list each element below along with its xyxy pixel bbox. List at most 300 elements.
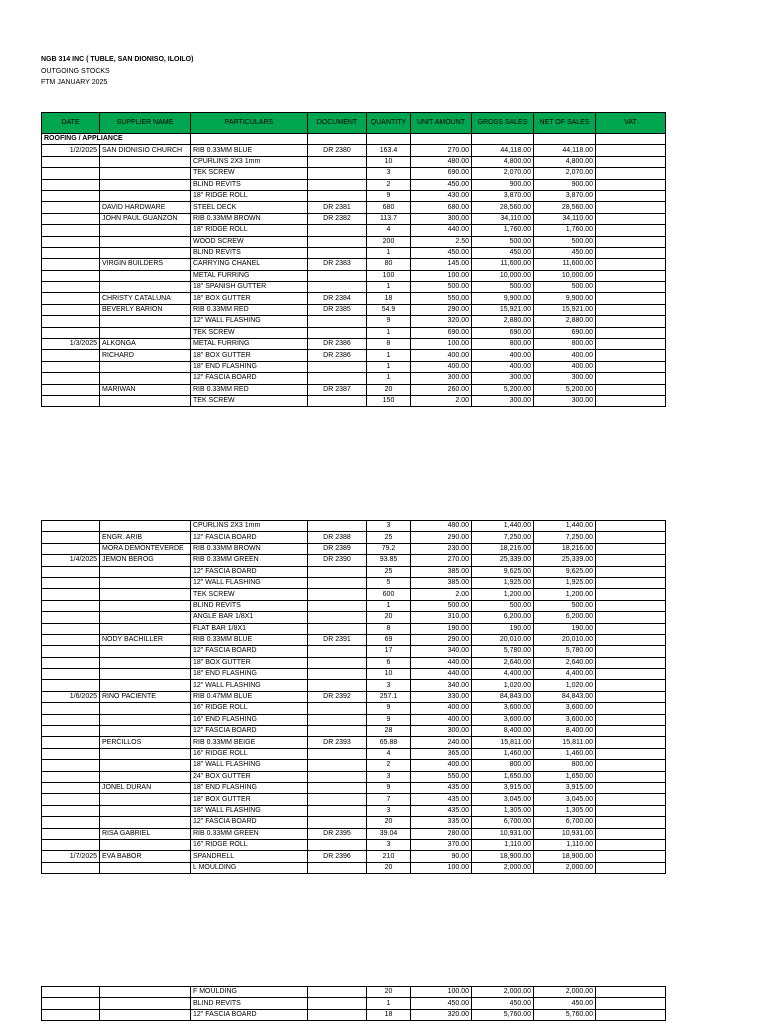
- cell-supplier-name: [100, 179, 191, 190]
- cell-particulars: 18" BOX GUTTER: [191, 657, 308, 668]
- cell-date: [42, 156, 100, 167]
- cell-net-of-sales: 18,900.00: [534, 851, 596, 862]
- cell-vat: [596, 543, 666, 554]
- cell-supplier-name: RINO PACIENTE: [100, 691, 191, 702]
- cell-document: [308, 179, 367, 190]
- table-row: [42, 828, 666, 839]
- cell-gross-sales: 2,000.00: [472, 987, 534, 998]
- cell-net-of-sales: 3,915.00: [534, 782, 596, 793]
- cell-vat: [596, 282, 666, 293]
- cell-unit-amount: 330.00: [411, 691, 472, 702]
- cell-date: 1/2/2025: [42, 145, 100, 156]
- cell-particulars: TEK SCREW: [191, 168, 308, 179]
- cell-date: [42, 714, 100, 725]
- cell-vat: [596, 395, 666, 406]
- cell-particulars: 16" RIDGE ROLL: [191, 703, 308, 714]
- table-row: [42, 998, 666, 1009]
- cell-particulars: 12" FASCIA BOARD: [191, 726, 308, 737]
- cell-date: [42, 817, 100, 828]
- cell-vat: [596, 304, 666, 315]
- cell-net-of-sales: 690.00: [534, 327, 596, 338]
- table-row: [42, 600, 666, 611]
- cell-document: [308, 760, 367, 771]
- cell-particulars: 18" END FLASHING: [191, 669, 308, 680]
- cell-net-of-sales: 2,070.00: [534, 168, 596, 179]
- cell-document: DR 2382: [308, 213, 367, 224]
- cell-particulars: RIB 0.33MM RED: [191, 304, 308, 315]
- cell-date: [42, 726, 100, 737]
- cell-supplier-name: RISA GABRIEL: [100, 828, 191, 839]
- cell-supplier-name: [100, 987, 191, 998]
- cell-particulars: METAL FURRING: [191, 270, 308, 281]
- cell-date: 1/4/2025: [42, 555, 100, 566]
- cell-net-of-sales: 20,010.00: [534, 634, 596, 645]
- column-header-row: [42, 113, 666, 134]
- cell-document: [308, 282, 367, 293]
- cell-supplier-name: [100, 669, 191, 680]
- cell-unit-amount: 400.00: [411, 703, 472, 714]
- cell-date: [42, 304, 100, 315]
- cell-gross-sales: 10,000.00: [472, 270, 534, 281]
- cell-supplier-name: JEMON BEROG: [100, 555, 191, 566]
- report-title: OUTGOING STOCKS: [41, 68, 110, 75]
- table-row: [42, 168, 666, 179]
- cell-unit-amount: 440.00: [411, 669, 472, 680]
- table-row: [42, 179, 666, 190]
- cell-particulars: WOOD SCREW: [191, 236, 308, 247]
- table-row: [42, 771, 666, 782]
- cell-particulars: 18" BOX GUTTER: [191, 350, 308, 361]
- cell-gross-sales: 3,600.00: [472, 703, 534, 714]
- cell-quantity: 210: [367, 851, 411, 862]
- cell-gross-sales: 20,010.00: [472, 634, 534, 645]
- cell-unit-amount: 2.00: [411, 589, 472, 600]
- cell-supplier-name: JONEL DURAN: [100, 782, 191, 793]
- cell-document: [308, 714, 367, 725]
- cell-quantity: 9: [367, 190, 411, 201]
- cell-document: [308, 225, 367, 236]
- cell-quantity: 3: [367, 521, 411, 532]
- cell-supplier-name: ALKONGA: [100, 339, 191, 350]
- cell-unit-amount: 435.00: [411, 782, 472, 793]
- cell-net-of-sales: 6,700.00: [534, 817, 596, 828]
- table-row: [42, 566, 666, 577]
- cell-particulars: RIB 0.33MM BLUE: [191, 634, 308, 645]
- cell-unit-amount: 100.00: [411, 862, 472, 873]
- cell-document: [308, 782, 367, 793]
- cell-vat: [596, 623, 666, 634]
- cell-quantity: 65.88: [367, 737, 411, 748]
- cell-gross-sales: 1,200.00: [472, 589, 534, 600]
- cell-unit-amount: 90.00: [411, 851, 472, 862]
- cell-supplier-name: MORA DEMONTEVERDE: [100, 543, 191, 554]
- cell-unit-amount: 260.00: [411, 384, 472, 395]
- cell-document: DR 2381: [308, 202, 367, 213]
- cell-unit-amount: 145.00: [411, 259, 472, 270]
- cell-net-of-sales: 2,880.00: [534, 316, 596, 327]
- table-row: [42, 145, 666, 156]
- cell-vat: [596, 179, 666, 190]
- cell-unit-amount: 100.00: [411, 339, 472, 350]
- cell-particulars: CPURLINS 2X3 1mm: [191, 521, 308, 532]
- cell-document: [308, 577, 367, 588]
- cell-particulars: BLIND REVITS: [191, 247, 308, 258]
- cell-unit-amount: 450.00: [411, 998, 472, 1009]
- cell-unit-amount: 320.00: [411, 316, 472, 327]
- cell-net-of-sales: 1,925.00: [534, 577, 596, 588]
- cell-particulars: 16" RIDGE ROLL: [191, 839, 308, 850]
- cell-supplier-name: ENGR. ARIB: [100, 532, 191, 543]
- cell-quantity: 3: [367, 839, 411, 850]
- cell-unit-amount: 680.00: [411, 202, 472, 213]
- cell-unit-amount: 335.00: [411, 817, 472, 828]
- cell-date: [42, 327, 100, 338]
- cell-gross-sales: 2,000.00: [472, 862, 534, 873]
- cell-quantity: 6: [367, 657, 411, 668]
- cell-quantity: 3: [367, 805, 411, 816]
- cell-vat: [596, 691, 666, 702]
- cell-supplier-name: [100, 236, 191, 247]
- column-header-quantity: QUANTITY: [367, 113, 411, 134]
- cell-net-of-sales: 500.00: [534, 600, 596, 611]
- cell-supplier-name: NODY BACHILLER: [100, 634, 191, 645]
- table-row: [42, 521, 666, 532]
- cell-quantity: 200: [367, 236, 411, 247]
- cell-vat: [596, 669, 666, 680]
- stocks-table-page-3: [41, 986, 666, 1021]
- cell-vat: [596, 748, 666, 759]
- cell-vat: [596, 1009, 666, 1020]
- cell-vat: [596, 225, 666, 236]
- cell-date: [42, 282, 100, 293]
- cell-supplier-name: EVA BABOR: [100, 851, 191, 862]
- cell-gross-sales: 10,931.00: [472, 828, 534, 839]
- cell-net-of-sales: 1,200.00: [534, 589, 596, 600]
- table-row: [42, 748, 666, 759]
- cell-document: [308, 703, 367, 714]
- cell-gross-sales: 6,700.00: [472, 817, 534, 828]
- cell-particulars: 18" END FLASHING: [191, 782, 308, 793]
- cell-gross-sales: 2,640.00: [472, 657, 534, 668]
- section-row: [42, 134, 666, 145]
- cell-vat: [596, 680, 666, 691]
- table-row: [42, 270, 666, 281]
- cell-net-of-sales: 44,118.00: [534, 145, 596, 156]
- cell-supplier-name: [100, 748, 191, 759]
- cell-gross-sales: 18,900.00: [472, 851, 534, 862]
- report-period: FTM JANUARY 2025: [41, 79, 108, 86]
- cell-date: [42, 612, 100, 623]
- cell-gross-sales: 3,870.00: [472, 190, 534, 201]
- cell-vat: [596, 839, 666, 850]
- cell-unit-amount: 435.00: [411, 805, 472, 816]
- cell-unit-amount: 550.00: [411, 771, 472, 782]
- table-row: [42, 259, 666, 270]
- cell-quantity: 20: [367, 987, 411, 998]
- cell-particulars: CARRYING CHANEL: [191, 259, 308, 270]
- table-row: [42, 794, 666, 805]
- cell-document: [308, 395, 367, 406]
- cell-document: DR 2383: [308, 259, 367, 270]
- cell-vat: [596, 213, 666, 224]
- cell-unit-amount: 450.00: [411, 247, 472, 258]
- cell-date: [42, 794, 100, 805]
- cell-vat: [596, 145, 666, 156]
- cell-unit-amount: 310.00: [411, 612, 472, 623]
- cell-unit-amount: 2.00: [411, 395, 472, 406]
- cell-unit-amount: 500.00: [411, 282, 472, 293]
- cell-supplier-name: [100, 680, 191, 691]
- cell-quantity: 28: [367, 726, 411, 737]
- cell-date: [42, 293, 100, 304]
- cell-date: 1/3/2025: [42, 339, 100, 350]
- cell-gross-sales: 450.00: [472, 247, 534, 258]
- cell-particulars: 18" BOX GUTTER: [191, 794, 308, 805]
- cell-supplier-name: [100, 657, 191, 668]
- cell-date: [42, 805, 100, 816]
- cell-document: DR 2385: [308, 304, 367, 315]
- cell-gross-sales: 9,625.00: [472, 566, 534, 577]
- cell-supplier-name: JOHN PAUL GUANZON: [100, 213, 191, 224]
- cell-gross-sales: 18,216.00: [472, 543, 534, 554]
- company-name: NGB 314 INC ( TUBLE, SAN DIONISO, ILOILO): [41, 56, 194, 63]
- cell-date: [42, 168, 100, 179]
- cell-gross-sales: 2,070.00: [472, 168, 534, 179]
- cell-vat: [596, 760, 666, 771]
- cell-gross-sales: 44,118.00: [472, 145, 534, 156]
- cell-vat: [596, 361, 666, 372]
- cell-quantity: 8: [367, 623, 411, 634]
- cell-gross-sales: 800.00: [472, 760, 534, 771]
- cell-vat: [596, 817, 666, 828]
- cell-particulars: 18" END FLASHING: [191, 361, 308, 372]
- cell-unit-amount: 385.00: [411, 566, 472, 577]
- cell-net-of-sales: 1,305.00: [534, 805, 596, 816]
- cell-gross-sales: 1,305.00: [472, 805, 534, 816]
- cell-unit-amount: 690.00: [411, 168, 472, 179]
- table-row: [42, 589, 666, 600]
- cell-net-of-sales: 34,110.00: [534, 213, 596, 224]
- cell-supplier-name: [100, 646, 191, 657]
- cell-net-of-sales: 8,400.00: [534, 726, 596, 737]
- cell-net-of-sales: 1,110.00: [534, 839, 596, 850]
- cell-supplier-name: [100, 1009, 191, 1020]
- cell-supplier-name: [100, 623, 191, 634]
- cell-net-of-sales: 800.00: [534, 760, 596, 771]
- cell-date: [42, 566, 100, 577]
- cell-net-of-sales: 4,400.00: [534, 669, 596, 680]
- table-row: [42, 646, 666, 657]
- cell-particulars: 18" RIDGE ROLL: [191, 225, 308, 236]
- cell-unit-amount: 480.00: [411, 521, 472, 532]
- cell-net-of-sales: 190.00: [534, 623, 596, 634]
- cell-unit-amount: 480.00: [411, 156, 472, 167]
- table-row: [42, 691, 666, 702]
- cell-quantity: 25: [367, 532, 411, 543]
- cell-date: [42, 987, 100, 998]
- table-row: [42, 532, 666, 543]
- cell-quantity: 9: [367, 714, 411, 725]
- cell-vat: [596, 794, 666, 805]
- cell-date: [42, 646, 100, 657]
- cell-particulars: BLIND REVITS: [191, 600, 308, 611]
- cell-document: [308, 669, 367, 680]
- cell-date: [42, 703, 100, 714]
- cell-net-of-sales: 18,216.00: [534, 543, 596, 554]
- cell-supplier-name: BEVERLY BARION: [100, 304, 191, 315]
- cell-particulars: 12" FASCIA BOARD: [191, 566, 308, 577]
- cell-date: [42, 213, 100, 224]
- cell-quantity: 10: [367, 669, 411, 680]
- table-row: [42, 669, 666, 680]
- cell-net-of-sales: 4,800.00: [534, 156, 596, 167]
- cell-net-of-sales: 15,811.00: [534, 737, 596, 748]
- cell-document: [308, 794, 367, 805]
- cell-net-of-sales: 500.00: [534, 282, 596, 293]
- table-row: [42, 316, 666, 327]
- cell-net-of-sales: 84,843.00: [534, 691, 596, 702]
- cell-particulars: FLAT BAR 1/8X1: [191, 623, 308, 634]
- cell-particulars: 12" FASCIA BOARD: [191, 817, 308, 828]
- cell-unit-amount: 440.00: [411, 225, 472, 236]
- table-row: [42, 213, 666, 224]
- cell-document: [308, 771, 367, 782]
- cell-gross-sales: 500.00: [472, 282, 534, 293]
- table-row: [42, 839, 666, 850]
- cell-gross-sales: 28,560.00: [472, 202, 534, 213]
- cell-vat: [596, 202, 666, 213]
- cell-gross-sales: 25,339.00: [472, 555, 534, 566]
- cell-vat: [596, 589, 666, 600]
- cell-net-of-sales: 5,760.00: [534, 1009, 596, 1020]
- cell-date: [42, 202, 100, 213]
- cell-net-of-sales: 3,045.00: [534, 794, 596, 805]
- cell-date: [42, 395, 100, 406]
- cell-unit-amount: 370.00: [411, 839, 472, 850]
- cell-quantity: 20: [367, 862, 411, 873]
- cell-particulars: BLIND REVITS: [191, 179, 308, 190]
- cell-gross-sales: 84,843.00: [472, 691, 534, 702]
- cell-quantity: 1: [367, 998, 411, 1009]
- cell-supplier-name: [100, 566, 191, 577]
- cell-vat: [596, 339, 666, 350]
- cell-date: [42, 270, 100, 281]
- cell-unit-amount: 430.00: [411, 190, 472, 201]
- cell-quantity: 9: [367, 316, 411, 327]
- cell-gross-sales: 8,400.00: [472, 726, 534, 737]
- cell-supplier-name: [100, 589, 191, 600]
- cell-date: [42, 373, 100, 384]
- cell-vat: [596, 190, 666, 201]
- cell-date: [42, 669, 100, 680]
- cell-supplier-name: MARIWAN: [100, 384, 191, 395]
- table-row: [42, 703, 666, 714]
- cell-date: [42, 179, 100, 190]
- cell-particulars: ANGLE BAR 1/8X1: [191, 612, 308, 623]
- cell-quantity: 2: [367, 179, 411, 190]
- cell-quantity: 20: [367, 817, 411, 828]
- cell-document: DR 2388: [308, 532, 367, 543]
- cell-gross-sales: 3,915.00: [472, 782, 534, 793]
- cell-quantity: 3: [367, 680, 411, 691]
- cell-vat: [596, 726, 666, 737]
- cell-unit-amount: 435.00: [411, 794, 472, 805]
- cell-quantity: 1: [367, 600, 411, 611]
- cell-date: [42, 589, 100, 600]
- cell-quantity: 113.7: [367, 213, 411, 224]
- cell-vat: [596, 634, 666, 645]
- cell-date: [42, 862, 100, 873]
- cell-vat: [596, 987, 666, 998]
- cell-document: [308, 156, 367, 167]
- column-header-supplier-name: SUPPLIER NAME: [100, 113, 191, 134]
- cell-date: [42, 225, 100, 236]
- cell-document: [308, 270, 367, 281]
- cell-particulars: RIB 0.33MM BLUE: [191, 145, 308, 156]
- cell-gross-sales: 15,811.00: [472, 737, 534, 748]
- cell-document: DR 2393: [308, 737, 367, 748]
- cell-net-of-sales: 500.00: [534, 236, 596, 247]
- cell-unit-amount: 270.00: [411, 555, 472, 566]
- cell-document: [308, 987, 367, 998]
- cell-net-of-sales: 15,921.00: [534, 304, 596, 315]
- cell-vat: [596, 350, 666, 361]
- cell-supplier-name: [100, 361, 191, 372]
- cell-vat: [596, 600, 666, 611]
- cell-date: [42, 737, 100, 748]
- table-row: [42, 862, 666, 873]
- cell-particulars: 12" WALL FLASHING: [191, 316, 308, 327]
- column-header-date: DATE: [42, 113, 100, 134]
- cell-document: DR 2386: [308, 350, 367, 361]
- cell-quantity: 18: [367, 1009, 411, 1020]
- cell-quantity: 163.4: [367, 145, 411, 156]
- table-row: [42, 293, 666, 304]
- cell-supplier-name: [100, 521, 191, 532]
- cell-particulars: 12" WALL FLASHING: [191, 680, 308, 691]
- cell-vat: [596, 714, 666, 725]
- cell-vat: [596, 771, 666, 782]
- cell-document: [308, 998, 367, 1009]
- table-row: [42, 247, 666, 258]
- cell-date: [42, 760, 100, 771]
- cell-vat: [596, 316, 666, 327]
- cell-net-of-sales: 2,000.00: [534, 862, 596, 873]
- cell-particulars: RIB 0.33MM BEIGE: [191, 737, 308, 748]
- cell-unit-amount: 385.00: [411, 577, 472, 588]
- cell-date: [42, 316, 100, 327]
- cell-particulars: TEK SCREW: [191, 589, 308, 600]
- cell-vat: [596, 384, 666, 395]
- table-row: [42, 327, 666, 338]
- cell-net-of-sales: 1,020.00: [534, 680, 596, 691]
- cell-supplier-name: [100, 703, 191, 714]
- cell-quantity: 80: [367, 259, 411, 270]
- cell-gross-sales: 5,200.00: [472, 384, 534, 395]
- cell-supplier-name: [100, 817, 191, 828]
- cell-quantity: 39.04: [367, 828, 411, 839]
- cell-document: [308, 327, 367, 338]
- cell-unit-amount: 300.00: [411, 213, 472, 224]
- cell-net-of-sales: 10,931.00: [534, 828, 596, 839]
- cell-supplier-name: RICHARD: [100, 350, 191, 361]
- cell-date: 1/7/2025: [42, 851, 100, 862]
- cell-date: [42, 600, 100, 611]
- column-header-unit-amount: UNIT AMOUNT: [411, 113, 472, 134]
- cell-vat: [596, 293, 666, 304]
- cell-document: [308, 361, 367, 372]
- cell-date: [42, 247, 100, 258]
